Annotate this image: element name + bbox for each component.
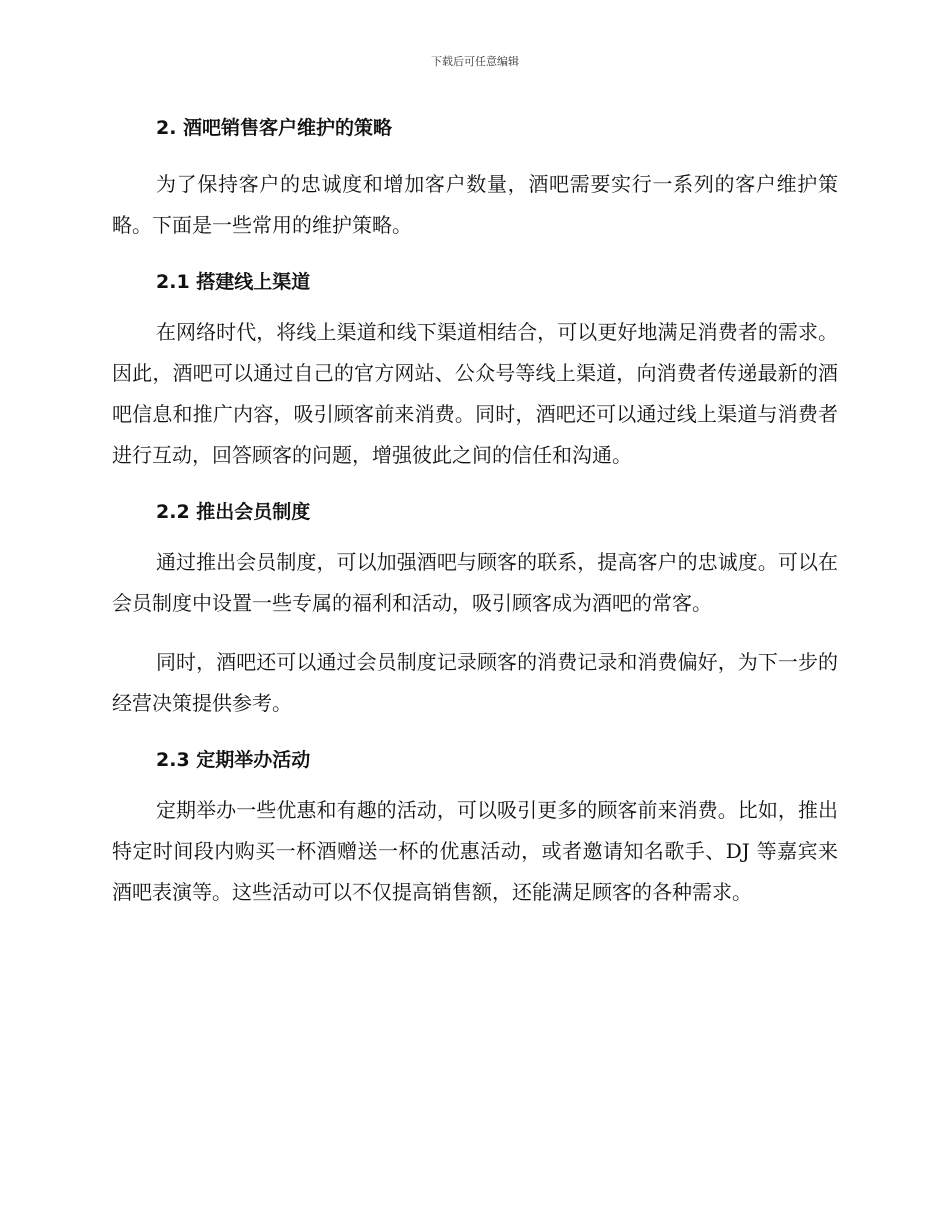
document-body bbox=[112, 110, 838, 913]
page-header: 下载后可任意编辑 bbox=[431, 55, 519, 68]
intro-paragraph: 为了保持客户的忠诚度和增加客户数量，酒吧需要实行一系列的客户维护策略。下面是一些常用的维护策略。 bbox=[112, 172, 838, 237]
section-heading-2-3: 2.3 定期举办活动 bbox=[156, 749, 311, 771]
paragraph-2-1: 在网络时代，将线上渠道和线下渠道相结合，可以更好地满足消费者的需求。因此，酒吧可以通过自己的官方网站、公众号等线上渠道，向消费者传递最新的酒吧信息和推广内容，吸引顾客前来消费。同时，酒吧还可以通过线上渠道与消费者进行互动，回答顾客的问题，增强彼此之间的信任和沟通。 bbox=[112, 320, 838, 467]
section-heading-2: 2. 酒吧销售客户维护的策略 bbox=[156, 117, 393, 139]
paragraph-2-2-a: 通过推出会员制度，可以加强酒吧与顾客的联系，提高客户的忠诚度。可以在会员制度中设置一些专属的福利和活动，吸引顾客成为酒吧的常客。 bbox=[112, 550, 838, 615]
section-heading-2-2: 2.2 推出会员制度 bbox=[156, 501, 311, 523]
paragraph-2-3: 定期举办一些优惠和有趣的活动，可以吸引更多的顾客前来消费。比如，推出特定时间段内购买一杯酒赠送一杯的优惠活动，或者邀请知名歌手、DJ 等嘉宾来酒吧表演等。这些活动可以不仅提高销售额，还能满足顾客的各种需求。 bbox=[112, 798, 838, 904]
section-heading-2-1: 2.1 搭建线上渠道 bbox=[156, 271, 311, 293]
paragraph-2-2-b: 同时，酒吧还可以通过会员制度记录顾客的消费记录和消费偏好，为下一步的经营决策提供参考。 bbox=[112, 650, 838, 715]
